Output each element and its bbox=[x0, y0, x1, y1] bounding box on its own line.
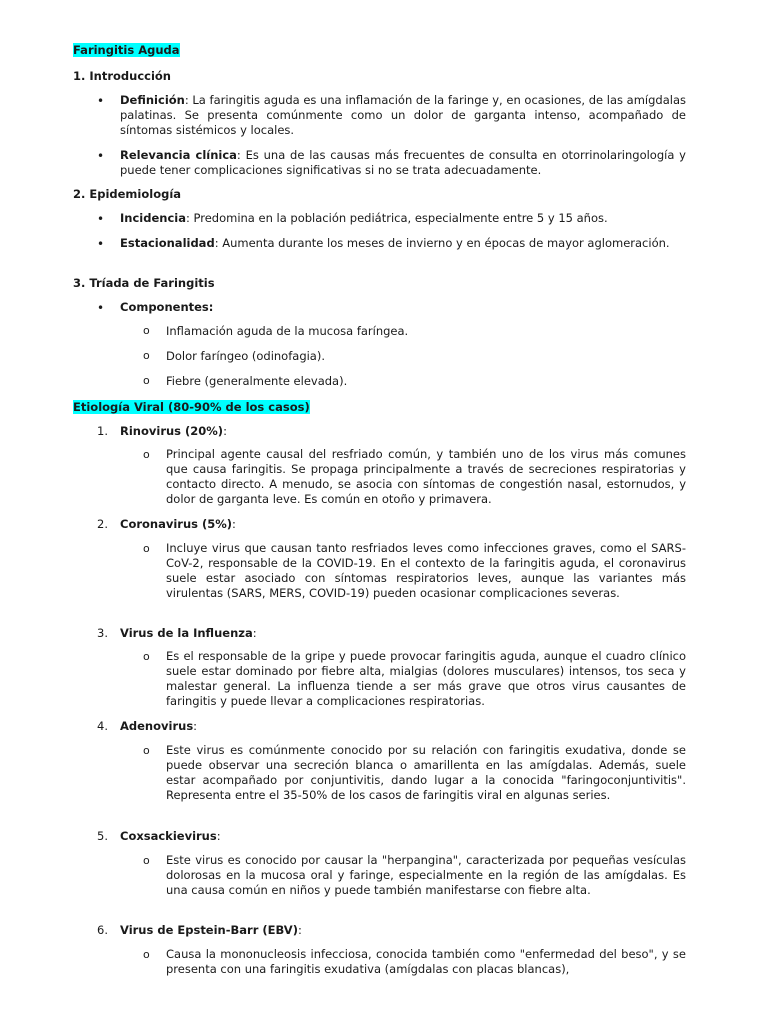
bullet-icon: • bbox=[97, 212, 105, 226]
virus-name: Coxsackievirus: bbox=[120, 829, 221, 843]
virus-number: 2. bbox=[97, 517, 108, 531]
triad-item: Inflamación aguda de la mucosa faríngea. bbox=[166, 324, 409, 338]
virus-number: 3. bbox=[97, 626, 108, 640]
circle-bullet-icon: o bbox=[143, 542, 150, 555]
triad-components: Componentes: bbox=[120, 300, 214, 314]
bullet-icon: • bbox=[97, 237, 105, 251]
intro-relevance: Relevancia clínica: Es una de las causas más frecuentes de consulta en otorrinolaringología y puede tener complicaciones significativas si no se trata adecuadamente. bbox=[120, 148, 686, 177]
section-heading-triad: 3. Tríada de Faringitis bbox=[73, 276, 215, 290]
triad-item: Dolor faríngeo (odinofagia). bbox=[166, 349, 326, 363]
bullet-icon: • bbox=[97, 301, 105, 315]
virus-name: Virus de la Influenza: bbox=[120, 626, 257, 640]
section-heading-epidemiology: 2. Epidemiología bbox=[73, 187, 182, 201]
triad-item: Fiebre (generalmente elevada). bbox=[166, 374, 348, 388]
virus-description: Es el responsable de la gripe y puede provocar faringitis aguda, aunque el cuadro clínico suele estar dominado por fiebre alta, mialgias (dolores musculares) intensos, tos seca y malestar general. La influenza tiende a ser más grave que otros virus causantes de faringitis y puede llevar a complicaciones respiratorias. bbox=[166, 649, 686, 708]
epi-incidence: Incidencia: Predomina en la población pediátrica, especialmente entre 5 y 15 años. bbox=[120, 211, 608, 225]
virus-description: Este virus es conocido por causar la "herpangina", caracterizada por pequeñas vesículas dolorosas en la mucosa oral y faringe, especialmente en la región de las amígdalas. Es una causa común en niños y puede también manifestarse con fiebre alta. bbox=[166, 853, 686, 897]
circle-bullet-icon: o bbox=[143, 948, 150, 961]
virus-description: Incluye virus que causan tanto resfriados leves como infecciones graves, como el SARS-CoV-2, responsable de la COVID-19. En el contexto de la faringitis aguda, el coronavirus suele estar asociado con síntomas respiratorios leves, aunque las variantes más virulentas (SARS, MERS, COVID-19) pueden ocasionar complicaciones severas. bbox=[166, 541, 686, 600]
circle-bullet-icon: o bbox=[143, 374, 150, 387]
document-title: Faringitis Aguda bbox=[73, 43, 180, 57]
circle-bullet-icon: o bbox=[143, 650, 150, 663]
virus-name: Rinovirus (20%): bbox=[120, 424, 227, 438]
section-heading-etiology: Etiología Viral (80-90% de los casos) bbox=[73, 400, 310, 414]
circle-bullet-icon: o bbox=[143, 448, 150, 461]
intro-definition: Definición: La faringitis aguda es una inflamación de la faringe y, en ocasiones, de las amígdalas palatinas. Se presenta comúnmente como un dolor de garganta intenso, acompañado de síntomas sistémicos y locales. bbox=[120, 93, 686, 137]
circle-bullet-icon: o bbox=[143, 854, 150, 867]
virus-name: Adenovirus: bbox=[120, 719, 198, 733]
virus-number: 5. bbox=[97, 829, 108, 843]
virus-number: 1. bbox=[97, 424, 108, 438]
virus-name: Coronavirus (5%): bbox=[120, 517, 236, 531]
bullet-icon: • bbox=[97, 149, 105, 163]
bullet-icon: • bbox=[97, 94, 105, 108]
virus-number: 6. bbox=[97, 923, 108, 937]
virus-name: Virus de Epstein-Barr (EBV): bbox=[120, 923, 302, 937]
section-heading-introduction: 1. Introducción bbox=[73, 69, 171, 83]
virus-number: 4. bbox=[97, 719, 108, 733]
circle-bullet-icon: o bbox=[143, 349, 150, 362]
virus-description: Este virus es comúnmente conocido por su relación con faringitis exudativa, donde se puede observar una secreción blanca o amarillenta en las amígdalas. Además, suele estar acompañado por conjuntivitis, dando lugar a la conocida "faringoconjuntivitis". Representa entre el 35-50% de los casos de faringitis viral en algunas series. bbox=[166, 743, 686, 802]
virus-description: Principal agente causal del resfriado común, y también uno de los virus más comunes que causa faringitis. Se propaga principalmente a través de secreciones respiratorias y contacto directo. A menudo, se asocia con síntomas de congestión nasal, estornudos, y dolor de garganta leve. Es común en otoño y primavera. bbox=[166, 447, 686, 506]
circle-bullet-icon: o bbox=[143, 744, 150, 757]
virus-description: Causa la mononucleosis infecciosa, conocida también como "enfermedad del beso", y se presenta con una faringitis exudativa (amígdalas con placas blancas), bbox=[166, 947, 686, 976]
epi-seasonality: Estacionalidad: Aumenta durante los meses de invierno y en épocas de mayor aglomeración. bbox=[120, 236, 670, 250]
circle-bullet-icon: o bbox=[143, 324, 150, 337]
